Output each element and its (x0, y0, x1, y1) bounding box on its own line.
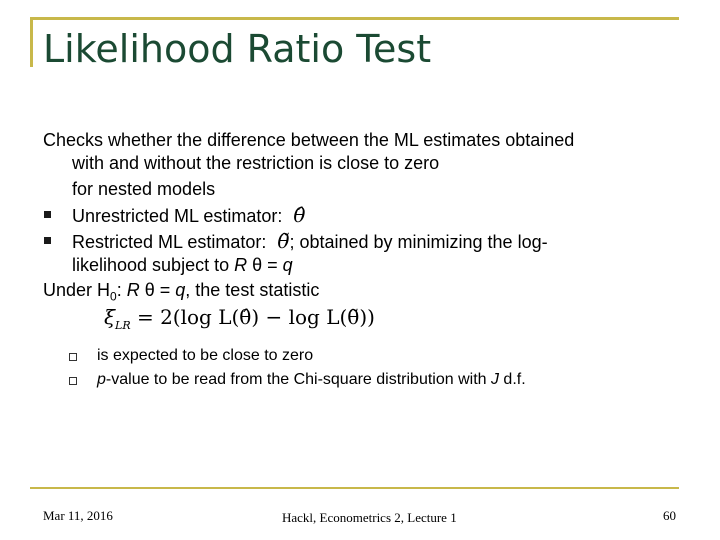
frame-left-line (30, 17, 33, 67)
formula-xi: ξ (104, 305, 116, 329)
restricted-q: q (282, 255, 293, 275)
under-h0-line (43, 279, 319, 308)
bullet-restricted-label: Restricted ML estimator: (72, 232, 267, 252)
formula-subscript: LR (115, 319, 131, 332)
pvalue-text-a: -value to be read from the Chi-square distribution with (105, 371, 491, 388)
bullet-restricted-rest: ; obtained by minimizing the log- (289, 232, 548, 252)
formula-rhs: = 2(log L(θ̂) − log L(θ̃)) (136, 305, 375, 329)
frame-bottom-line (30, 487, 679, 489)
restricted-mid: θ = (247, 255, 283, 275)
restricted-R: R (234, 255, 248, 275)
hollow-square-icon (69, 353, 77, 361)
pvalue-text-b: d.f. (498, 371, 526, 388)
theta-hat-symbol: θ̂ (293, 203, 306, 227)
footer-date: Mar 11, 2016 (43, 508, 113, 523)
frame-top-line (30, 17, 679, 20)
restricted-text-a: likelihood subject to (72, 255, 235, 275)
under-text-a: Under H (43, 280, 111, 300)
bullet-square-icon (44, 237, 51, 244)
under-text-c: , the test statistic (185, 280, 320, 300)
under-q: q (175, 280, 186, 300)
intro-line-1: Checks whether the difference between the ML estimates obtained (43, 130, 575, 150)
bullet-unrestricted (72, 204, 305, 227)
sub-item-pvalue (97, 370, 526, 390)
bullet-unrestricted-label: Unrestricted ML estimator: (72, 206, 283, 226)
pvalue-J: J (490, 371, 499, 388)
bullet-square-icon (44, 211, 51, 218)
bullet-restricted (72, 230, 548, 253)
under-text-b: : (116, 280, 127, 300)
intro-line-3: for nested models (72, 179, 216, 199)
under-subscript: 0 (110, 289, 117, 304)
intro-line-2: with and without the restriction is close to zero (72, 153, 440, 173)
sub-item-expected: is expected to be close to zero (97, 347, 314, 364)
hollow-square-icon (69, 377, 77, 385)
footer-page-number: 60 (663, 508, 676, 523)
pvalue-p: p (97, 371, 106, 388)
bullet-restricted-line-2 (72, 254, 293, 276)
footer-center: Hackl, Econometrics 2, Lecture 1 (282, 510, 457, 525)
under-R: R (126, 280, 140, 300)
theta-tilde-symbol: θ̃ (277, 229, 290, 253)
slide-title: Likelihood Ratio Test (43, 27, 432, 71)
under-mid: θ = (139, 280, 176, 300)
lr-formula (104, 305, 375, 332)
